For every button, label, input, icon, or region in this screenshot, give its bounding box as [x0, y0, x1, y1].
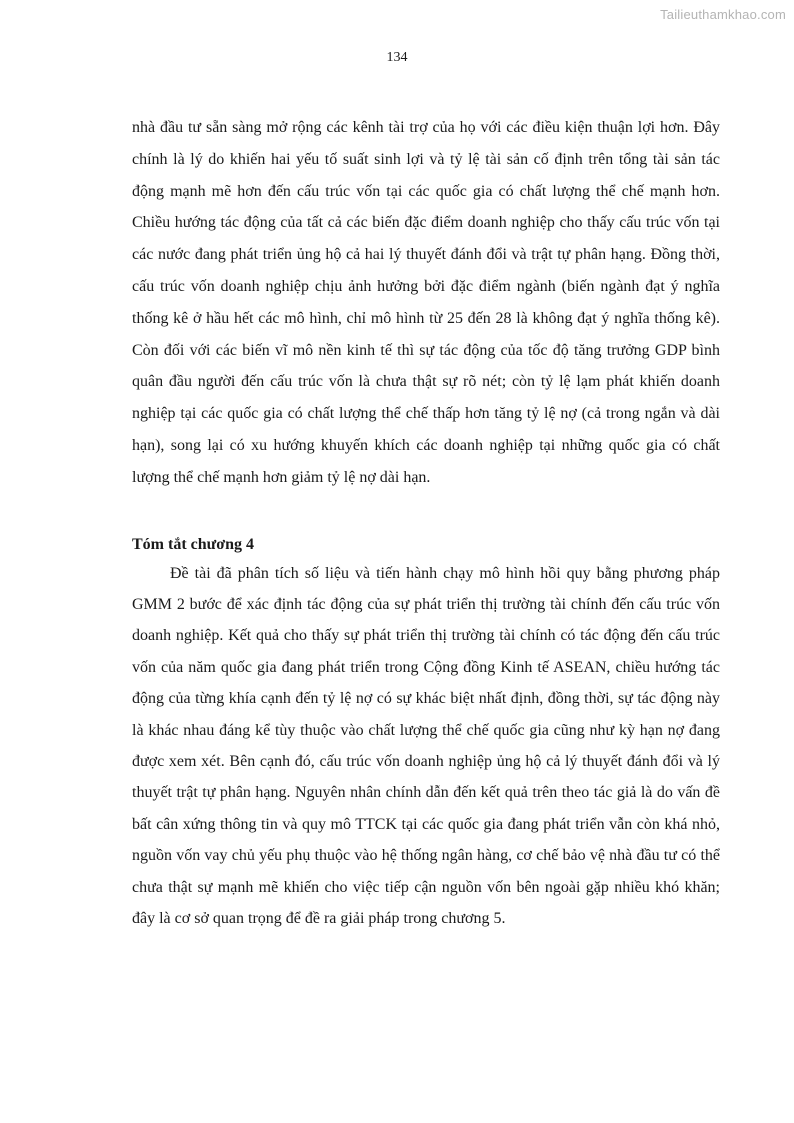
- page-content: [132, 112, 720, 934]
- watermark: Tailieuthamkhao.com: [660, 7, 786, 22]
- summary-paragraph: Đề tài đã phân tích số liệu và tiến hành chạy mô hình hồi quy bằng phương pháp GMM 2 bước để xác định tác động của sự phát triển thị trường tài chính đến cấu trúc vốn doanh nghiệp. Kết quả cho thấy sự phát triển thị trường tài chính có tác động đến cấu trúc vốn của năm quốc gia đang phát triển trong Cộng đồng Kinh tế ASEAN, chiều hướng tác động của từng khía cạnh đến tỷ lệ nợ có sự khác biệt nhất định, đồng thời, sự tác động này là khác nhau đáng kể tùy thuộc vào chất lượng thể chế quốc gia cũng như kỳ hạn nợ đang được xem xét. Bên cạnh đó, cấu trúc vốn doanh nghiệp ủng hộ cả lý thuyết đánh đổi và lý thuyết trật tự phân hạng. Nguyên nhân chính dẫn đến kết quả trên theo tác giả là do vấn đề bất cân xứng thông tin và quy mô TTCK tại các quốc gia đang phát triển vẫn còn khá nhỏ, nguồn vốn vay chủ yếu phụ thuộc vào hệ thống ngân hàng, cơ chế bảo vệ nhà đầu tư có thể chưa thật sự mạnh mẽ khiến cho việc tiếp cận nguồn vốn bên ngoài gặp nhiều khó khăn; đây là cơ sở quan trọng để đề ra giải pháp trong chương 5.: [132, 564, 720, 928]
- section-heading: Tóm tắt chương 4: [132, 535, 255, 553]
- page-number: 134: [386, 50, 408, 65]
- body-paragraph: nhà đầu tư sẵn sàng mở rộng các kênh tài trợ của họ với các điều kiện thuận lợi hơn. Đây chính là lý do khiến hai yếu tố suất sinh lợi và tỷ lệ tài sản cố định trên tổng tài sản tác động mạnh mẽ hơn đến cấu trúc vốn tại các quốc gia có chất lượng thể chế mạnh hơn. Chiều hướng tác động của tất cả các biến đặc điểm doanh nghiệp cho thấy cấu trúc vốn tại các nước đang phát triển ủng hộ cả hai lý thuyết đánh đổi và trật tự phân hạng. Đồng thời, cấu trúc vốn doanh nghiệp chịu ảnh hưởng bởi đặc điểm ngành (biến ngành đạt ý nghĩa thống kê ở hầu hết các mô hình, chỉ mô hình từ 25 đến 28 là không đạt ý nghĩa thống kê). Còn đối với các biến vĩ mô nền kinh tế thì sự tác động của tốc độ tăng trưởng GDP bình quân đầu người đến cấu trúc vốn là chưa thật sự rõ nét; còn tỷ lệ lạm phát khiến doanh nghiệp tại các quốc gia có chất lượng thể chế thấp hơn tăng tỷ lệ nợ (cả trong ngắn và dài hạn), song lại có xu hướng khuyến khích các doanh nghiệp tại những quốc gia có chất lượng thể chế mạnh hơn giảm tỷ lệ nợ dài hạn.: [132, 119, 720, 486]
